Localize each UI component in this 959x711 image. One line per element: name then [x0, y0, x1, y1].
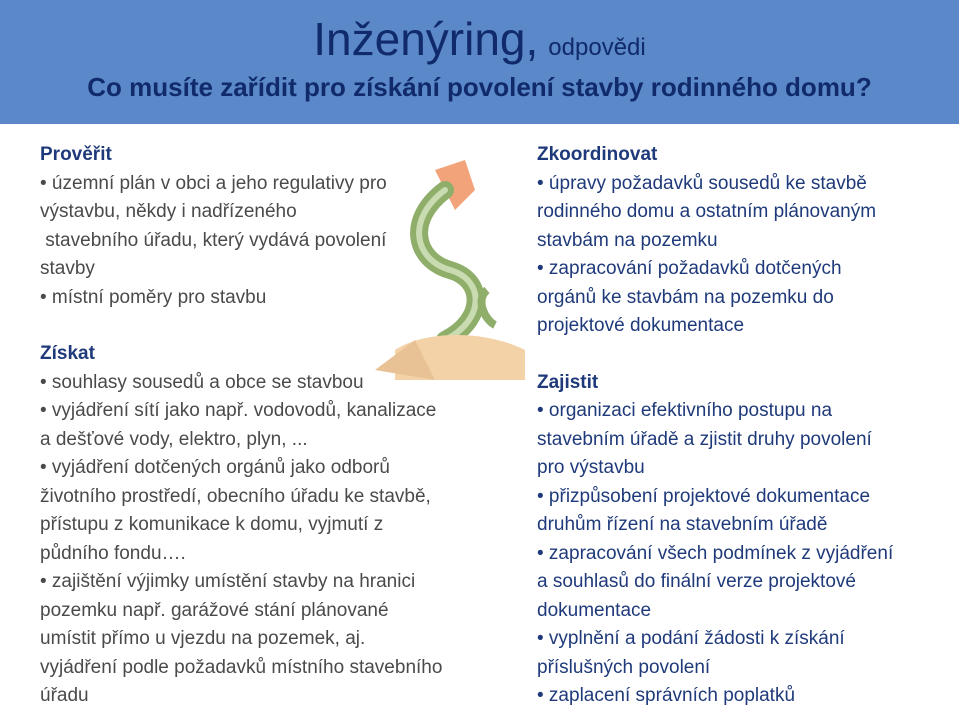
list-item: • organizaci efektivního postupu na: [537, 400, 833, 421]
list-item: stavbám na pozemku: [537, 229, 718, 251]
list-item: • územní plán v obci a jeho regulativy pro: [40, 172, 387, 194]
list-item: • přizpůsobení projektové dokumentace: [537, 485, 871, 507]
list-item: stavebním úřadě a zjistit druhy povolení: [537, 428, 872, 450]
list-item: • zapracování požadavků dotčených: [537, 258, 842, 279]
page-subtitle: Co musíte zařídit pro získání povolení stavby rodinného domu?: [87, 72, 872, 102]
list-item: a dešťové vody, elektro, plyn, ...: [40, 428, 308, 450]
list-item: vyjádření podle požadavků místního stavebního: [40, 656, 443, 678]
list-item: orgánů ke stavbám na pozemku do: [537, 286, 834, 308]
list-item: rodinného domu a ostatním plánovaným: [537, 201, 877, 222]
page-title: [0, 12, 959, 66]
list-item: výstavbu, někdy i nadřízeného: [40, 201, 297, 222]
title-main: Inženýring,: [313, 13, 539, 65]
heading-ziskat: Získat: [40, 343, 95, 364]
heading-zajistit: Zajistit: [537, 371, 599, 393]
list-item: • místní poměry pro stavbu: [40, 286, 267, 308]
list-item: dokumentace: [537, 599, 652, 621]
list-item: umístit přímo u vjezdu na pozemek, aj.: [40, 628, 366, 649]
list-item: • vyplnění a podání žádosti k získání: [537, 628, 845, 649]
right-column: [537, 141, 957, 711]
list-item: • úpravy požadavků sousedů ke stavbě: [537, 172, 867, 194]
left-column: [40, 141, 510, 711]
list-item: přístupu z komunikace k domu, vyjmutí z: [40, 514, 384, 535]
list-item: • souhlasy sousedů a obce se stavbou: [40, 371, 364, 393]
heading-zkoordinovat: Zkoordinovat: [537, 144, 658, 165]
list-item: a souhlasů do finální verze projektové: [537, 571, 856, 592]
list-item: projektové dokumentace: [537, 315, 745, 336]
list-item: příslušných povolení: [537, 656, 711, 678]
list-item: životního prostředí, obecního úřadu ke stavbě,: [40, 485, 431, 507]
list-item: druhům řízení na stavebním úřadě: [537, 514, 828, 535]
list-item: • vyjádření sítí jako např. vodovodů, kanalizace: [40, 400, 437, 421]
list-item: • zaplacení správních poplatků: [537, 685, 796, 706]
list-item: stavebního úřadu, který vydává povolení: [40, 229, 387, 251]
list-item: • zapracování všech podmínek z vyjádření: [537, 542, 894, 564]
list-item: půdního fondu….: [40, 542, 186, 564]
list-item: stavby: [40, 258, 95, 279]
list-item: pozemku např. garážové stání plánované: [40, 599, 389, 621]
title-suffix: odpovědi: [548, 34, 646, 61]
list-item: úřadu: [40, 685, 89, 706]
heading-proverit: Prověřit: [40, 144, 112, 165]
list-item: • vyjádření dotčených orgánů jako odborů: [40, 457, 390, 478]
list-item: pro výstavbu: [537, 457, 645, 478]
list-item: • zajištění výjimky umístění stavby na hranici: [40, 571, 416, 592]
